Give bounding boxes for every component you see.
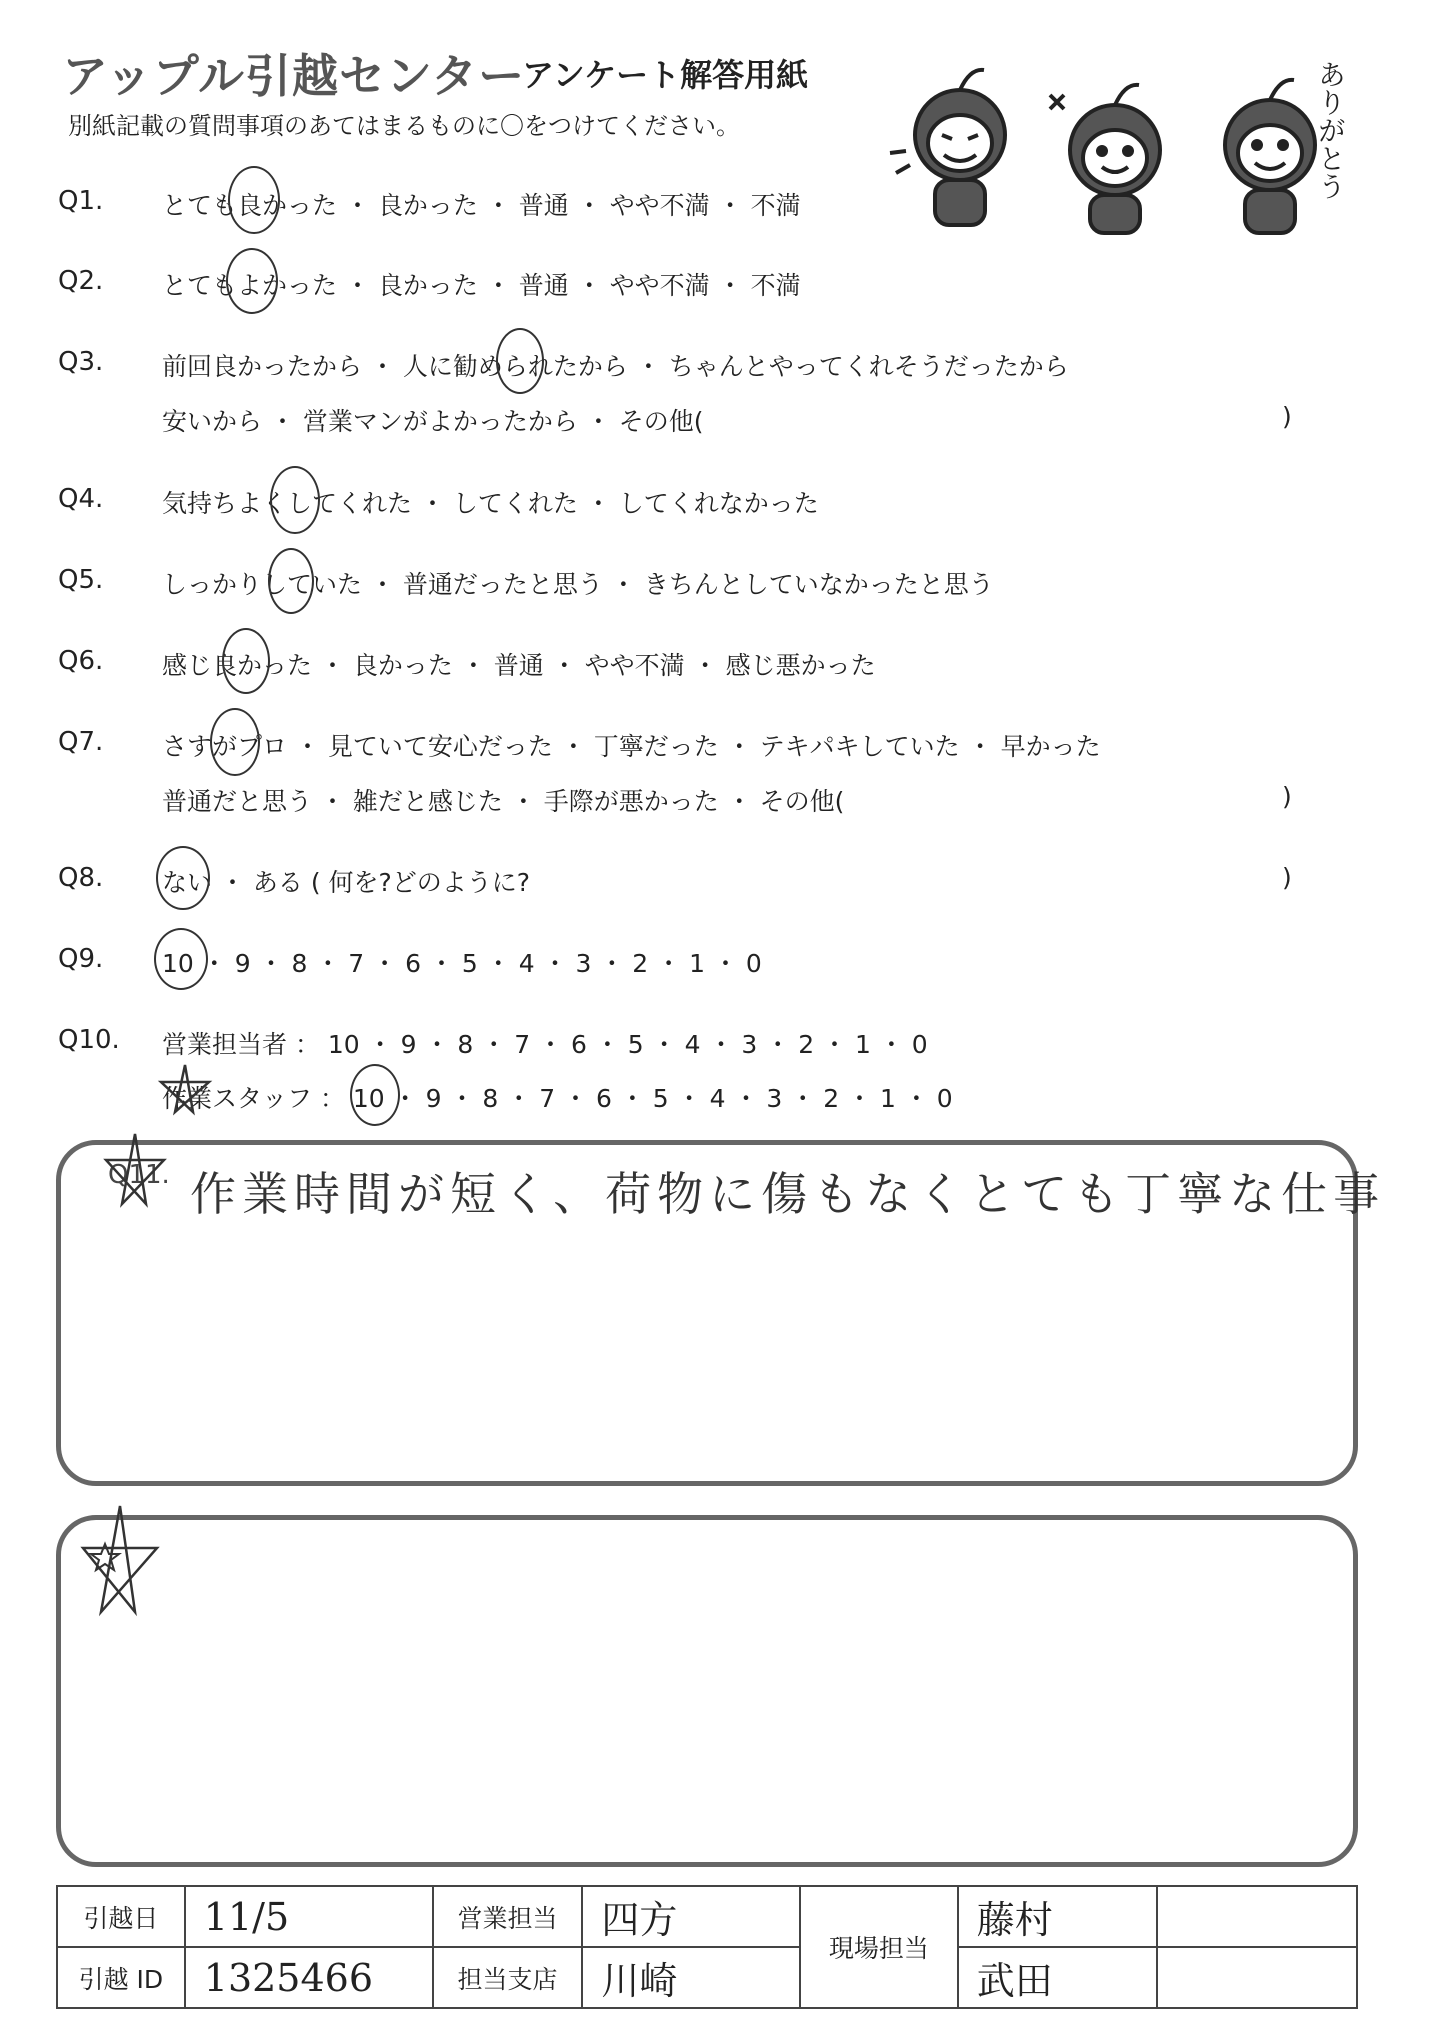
monkey-mascots-illustration: [880, 55, 1350, 235]
q7-paren-close: ): [1282, 782, 1292, 811]
q5-options: しっかりしていた ・ 普通だったと思う ・ きちんとしていなかったと思う: [162, 570, 994, 599]
q8-answer-circle: [156, 846, 210, 910]
site-staff-empty-2: [1157, 1947, 1357, 2008]
q7-options-line1: さすがプロ ・ 見ていて安心だった ・ 丁寧だった ・ テキパキしていた ・ 早かった: [162, 732, 1101, 761]
site-staff-value-2: 武田: [958, 1947, 1158, 2008]
q4-answer-circle: [270, 466, 320, 534]
q10-sales-scale: 営業担当者 ： 10 ・ 9 ・ 8 ・ 7 ・ 6 ・ 5 ・ 4 ・ 3 ・ 2 ・ 1 ・ 0: [162, 1030, 928, 1059]
q8-paren-close: ): [1282, 863, 1292, 892]
q6-label: Q6.: [58, 646, 104, 676]
star-doodle-icon: [155, 1060, 215, 1120]
q4-options: 気持ちよくしてくれた ・ してくれた ・ してくれなかった: [162, 489, 819, 518]
q9-label: Q9.: [58, 944, 104, 974]
move-date-value: 11/5: [185, 1886, 433, 1947]
move-date-label: 引越日: [57, 1886, 185, 1947]
q5-label: Q5.: [58, 565, 104, 595]
q1-answer-circle: [228, 166, 280, 234]
q9-answer-circle: [154, 928, 208, 990]
q4-label: Q4.: [58, 484, 104, 514]
site-staff-label: 現場担当: [800, 1886, 958, 2008]
q10-staff-answer-circle: [350, 1064, 400, 1126]
q10-staff-scale: 作業スタッフ ： 10 ・ 9 ・ 8 ・ 7 ・ 6 ・ 5 ・ 4 ・ 3 ・ 2 ・ 1 ・ 0: [162, 1084, 953, 1113]
q3-paren-close: ): [1282, 402, 1292, 431]
q10-label: Q10.: [58, 1025, 120, 1055]
q7-label: Q7.: [58, 727, 104, 757]
q9-scale: 10 ・ 9 ・ 8 ・ 7 ・ 6 ・ 5 ・ 4 ・ 3 ・ 2 ・ 1 ・ 0: [162, 949, 762, 978]
q2-label: Q2.: [58, 266, 104, 296]
sales-rep-value: 四方: [582, 1886, 800, 1947]
q1-label: Q1.: [58, 186, 104, 216]
q2-answer-circle: [226, 248, 278, 314]
q6-options: 感じ良かった ・ 良かった ・ 普通 ・ やや不満 ・ 感じ悪かった: [162, 651, 876, 680]
move-id-value: 1325466: [185, 1947, 433, 2008]
form-subtitle: アンケート解答用紙: [522, 56, 809, 94]
move-id-label: 引越 ID: [57, 1947, 185, 2008]
instructions-text: 別紙記載の質問事項のあてはまるものに〇をつけてください。: [68, 112, 740, 140]
extra-comment-box: [56, 1515, 1358, 1867]
q7-options-line2: 普通だと思う ・ 雑だと感じた ・ 手際が悪かった ・ その他(: [162, 787, 845, 816]
star-doodle-large-icon: [75, 1500, 165, 1620]
q6-answer-circle: [222, 628, 270, 694]
q8-label: Q8.: [58, 863, 104, 893]
q11-star-doodle-icon: [100, 1130, 170, 1210]
q1-options: とても良かった ・ 良かった ・ 普通 ・ やや不満 ・ 不満: [162, 191, 801, 220]
q11-label: Q11.: [108, 1160, 170, 1190]
branch-value: 川崎: [582, 1947, 800, 2008]
q3-options-line2: 安いから ・ 営業マンがよかったから ・ その他(: [162, 407, 704, 436]
q7-answer-circle: [210, 708, 260, 776]
site-staff-empty-1: [1157, 1886, 1357, 1947]
q3-options-line1: 前回良かったから ・ 人に勧められたから ・ ちゃんとやってくれそうだったから: [162, 352, 1069, 381]
sales-rep-label: 営業担当: [433, 1886, 583, 1947]
move-info-table: [56, 1885, 1358, 2009]
q5-answer-circle: [268, 548, 314, 614]
q3-label: Q3.: [58, 347, 104, 377]
branch-label: 担当支店: [433, 1947, 583, 2008]
q2-options: とてもよかった ・ 良かった ・ 普通 ・ やや不満 ・ 不満: [162, 271, 801, 300]
company-title: アップル引越センター: [62, 49, 526, 103]
q3-answer-circle: [496, 328, 544, 394]
thanks-vertical-text: ありがとう: [1314, 60, 1347, 200]
q11-handwritten-comment: 作業時間が短く、荷物に傷もなくとても丁寧な仕事: [190, 1167, 1386, 1221]
q8-options: ない ・ ある ( 何を?どのように?: [162, 868, 531, 897]
site-staff-value-1: 藤村: [958, 1886, 1158, 1947]
